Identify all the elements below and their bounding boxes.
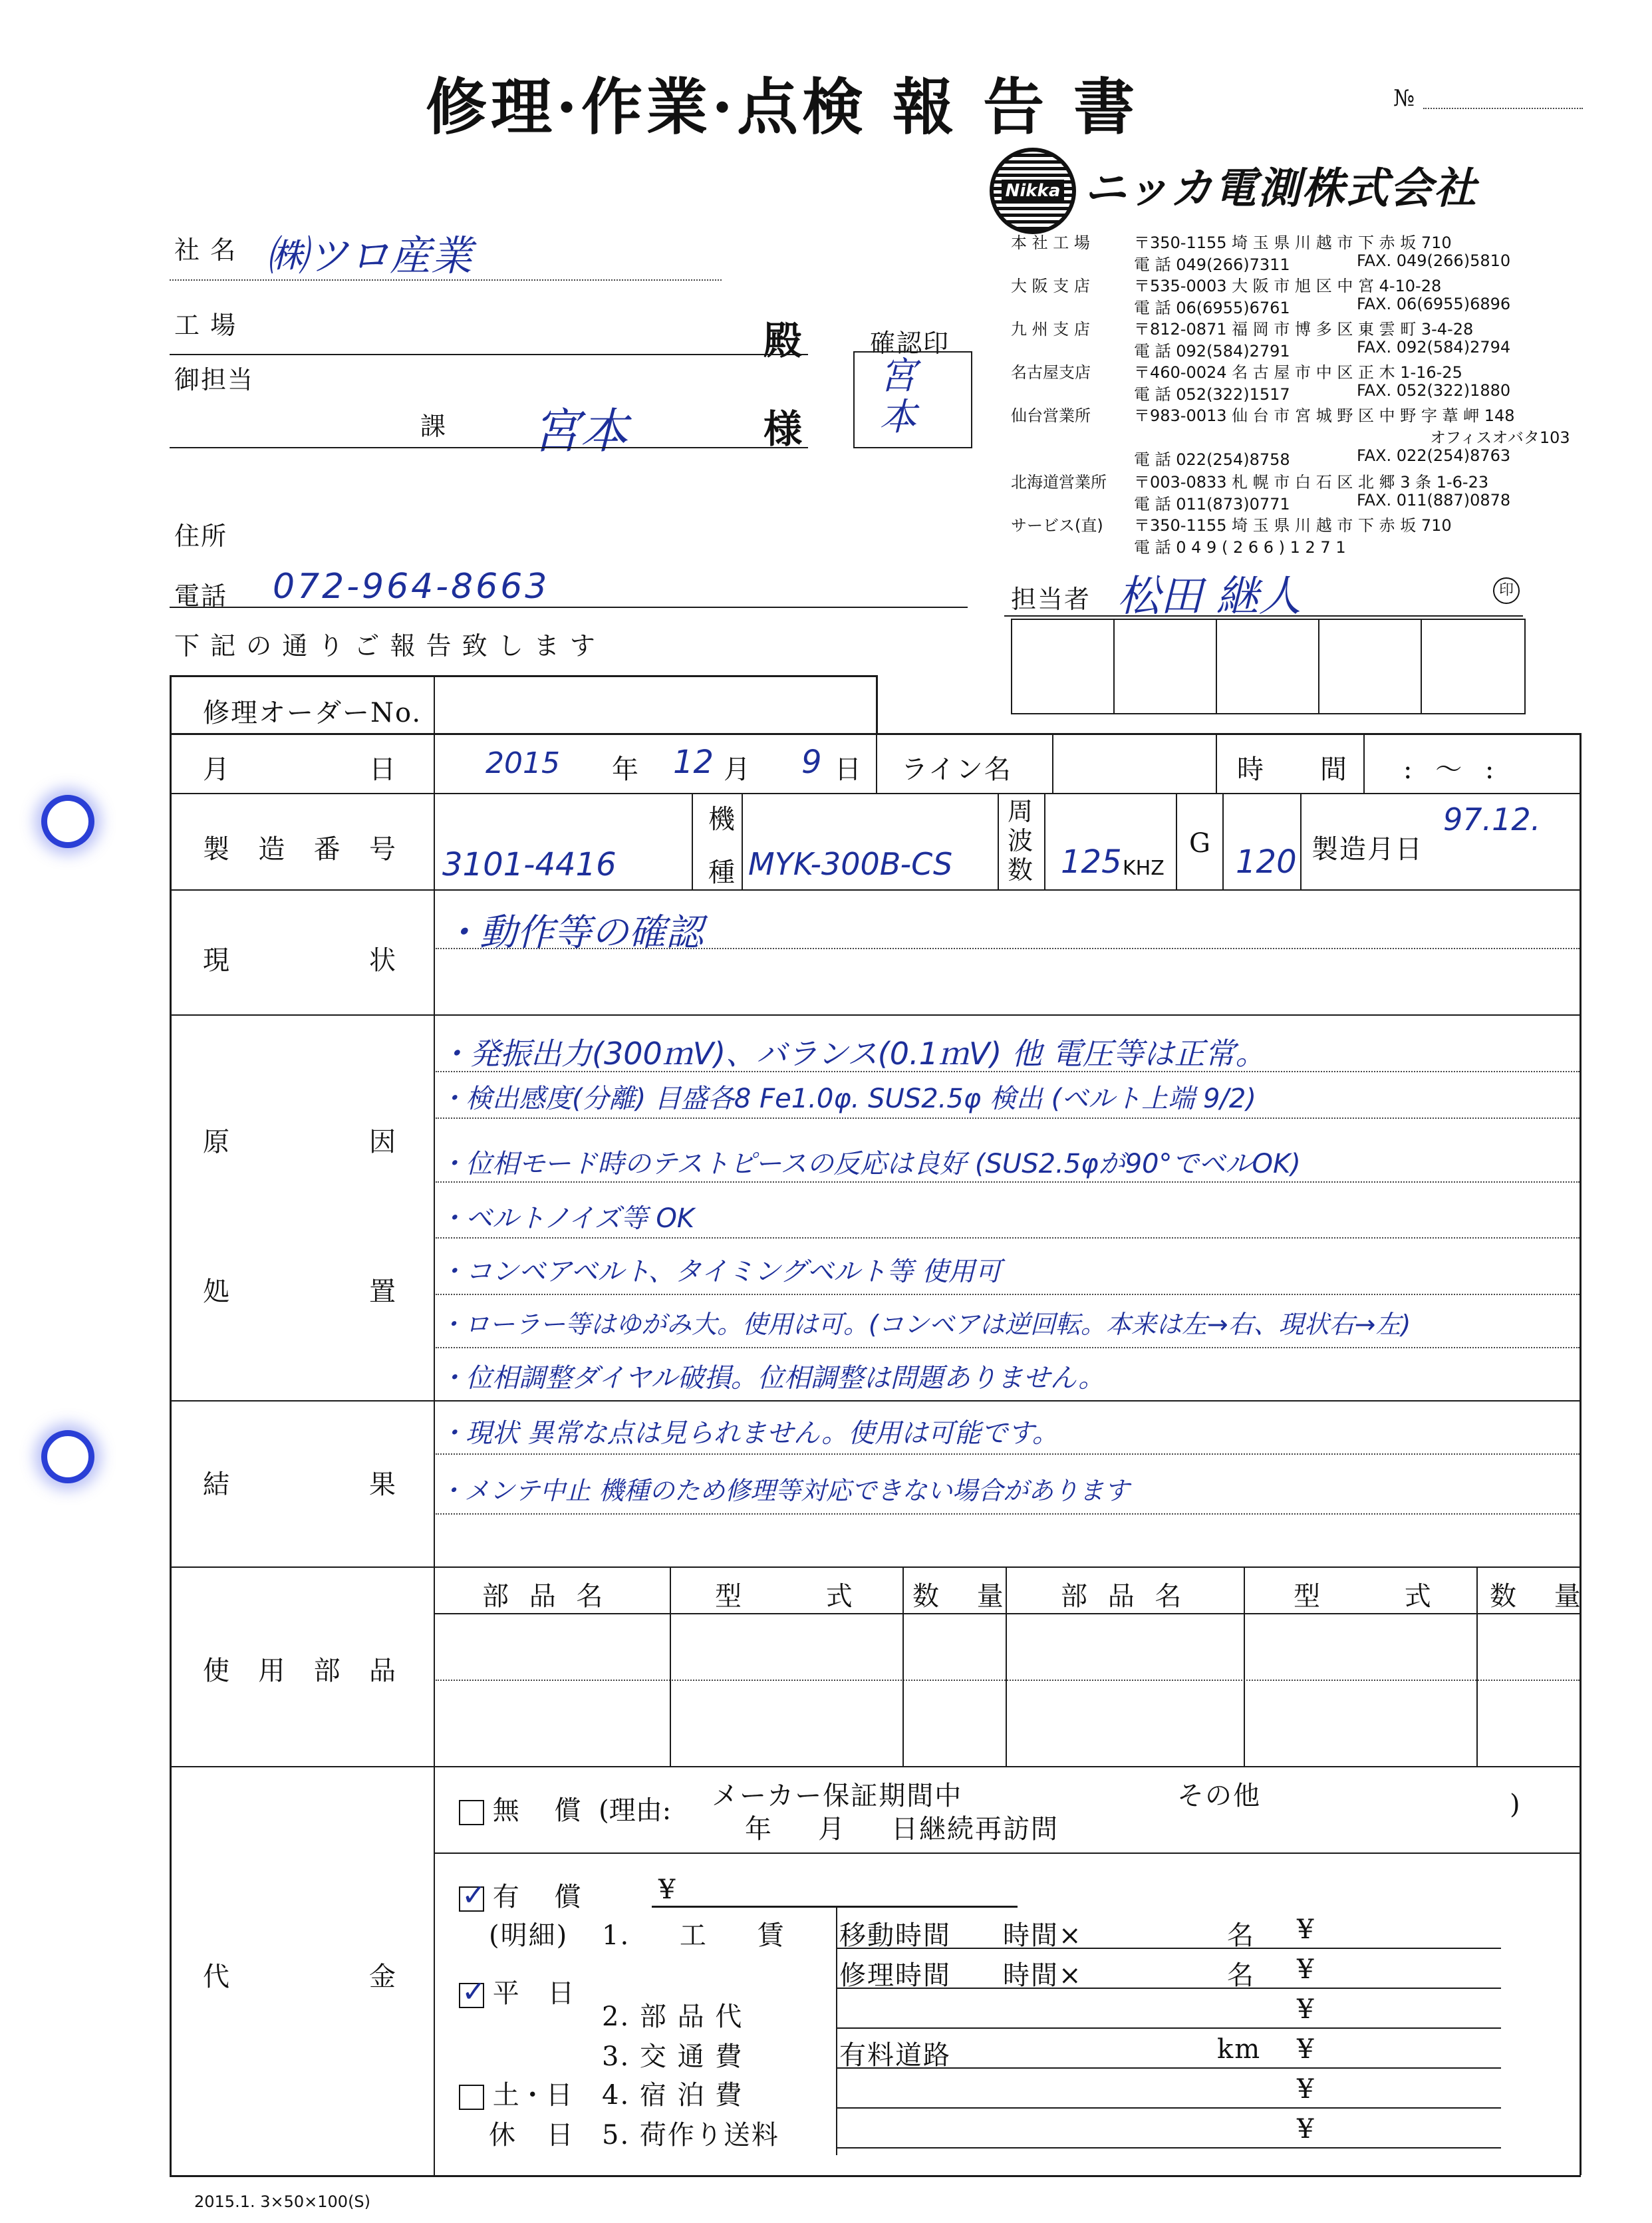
parts-header-name-1: 部 品 名 (482, 1581, 605, 1612)
seal-icon: 印 (1493, 577, 1520, 604)
cause-line: ・検出感度(分離) 目盛各8 Fe1.0φ. SUS2.5φ 検出 (ベルト上端 9/2) (439, 1084, 1256, 1114)
date-label: 月 日 (203, 754, 396, 785)
move-persons-label: 名 (1227, 1920, 1255, 1951)
freq-label: 周波数 (1008, 797, 1033, 885)
nikka-logo-text: Nikka (1002, 180, 1065, 202)
office-fax: FAX. 022(254)8763 (1357, 446, 1511, 465)
repair-persons-label: 名 (1227, 1960, 1255, 1991)
holiday-label-2: 休 日 (489, 2120, 575, 2150)
fee-label: 代 金 (203, 1962, 396, 1992)
reason-warranty: メーカー保証期間中 (712, 1781, 963, 1811)
company-line (170, 279, 722, 281)
office-address: 〒350-1155 埼 玉 県 川 越 市 下 赤 坂 710 (1134, 233, 1452, 252)
model-value: MYK-300B-CS (748, 846, 953, 882)
parts-label: 使 用 部 品 (203, 1656, 396, 1686)
move-hours-label: 時間× (1003, 1920, 1083, 1951)
line-label: ライン名 (901, 754, 1012, 785)
office-name: サービス(直) (1011, 516, 1103, 535)
model-label-top: 機 (708, 804, 736, 835)
model-label-bottom: 種 (708, 857, 736, 888)
mfg-label: 製造月日 (1311, 834, 1423, 865)
reason-other: その他 (1177, 1781, 1261, 1811)
table-right-border (1580, 733, 1582, 2175)
transport-yen: ¥ (1297, 2034, 1315, 2065)
tel-value: 072-964-8663 (273, 567, 550, 607)
reason-close: ) (1510, 1789, 1522, 1820)
office-name: 本 社 工 場 (1011, 233, 1090, 252)
factory-label: 工 場 (174, 311, 237, 340)
free-label: 無 償 (492, 1795, 581, 1826)
contact-label: 御担当 (174, 365, 255, 394)
staff-value: 松田 継人 (1117, 572, 1302, 621)
freq-value: 125 (1061, 843, 1122, 881)
serial-value: 3101-4416 (442, 846, 617, 883)
serial-label: 製 造 番 号 (203, 834, 396, 865)
day-unit: 日 (835, 754, 863, 785)
month-unit: 月 (724, 754, 752, 785)
office-tel: 電 話 06(6955)6761 (1134, 299, 1290, 317)
move-time-label: 移動時間 (839, 1920, 951, 1951)
office-tel: 電 話 011(873)0771 (1134, 495, 1290, 514)
confirm-stamp: 宮本 (879, 355, 916, 439)
office-address: 〒812-0871 福 岡 市 博 多 区 東 雲 町 3-4-28 (1134, 320, 1474, 339)
cause-label: 原 因 (203, 1127, 396, 1157)
move-yen: ¥ (1297, 1914, 1315, 1945)
free-checkbox[interactable] (459, 1800, 484, 1825)
footer-print-code: 2015.1. 3×50×100(S) (194, 2192, 371, 2211)
office-name: 名古屋支店 (1011, 363, 1091, 382)
office-address: 〒535-0003 大 阪 市 旭 区 中 宮 4-10-28 (1134, 277, 1442, 295)
weekday-label: 平 日 (492, 1978, 575, 2009)
fee-item-lodging: 4. 宿 泊 費 (602, 2080, 744, 2111)
cause-line: ・位相調整ダイヤル破損。位相調整は問題ありません。 (439, 1363, 1105, 1394)
section-label: 課 (420, 412, 448, 441)
fee-item-transport: 3. 交 通 費 (602, 2041, 744, 2072)
staff-line (1004, 615, 1523, 617)
person-value: 宮本 (532, 403, 628, 459)
fee-item-labor: 1. 工 賃 (602, 1920, 785, 1951)
km-label: km (1217, 2034, 1262, 2065)
g-label: G (1189, 828, 1212, 859)
packing-yen: ¥ (1297, 2114, 1315, 2145)
status-line-1: ・動作等の確認 (442, 911, 703, 955)
office-address: 〒983-0013 仙 台 市 宮 城 野 区 中 野 字 葦 岬 148 (1134, 406, 1515, 425)
cause-line: ・コンベアベルト、タイミングベルト等 使用可 (439, 1257, 1002, 1287)
free-row (459, 1789, 671, 1827)
number-line (1423, 108, 1583, 109)
paid-row (459, 1876, 581, 1914)
company-value: ㈱ツロ産業 (266, 231, 473, 280)
result-label: 結 果 (203, 1469, 396, 1500)
parts-header-qty-1: 数 量 (912, 1581, 1005, 1612)
freq-unit: KHZ (1123, 857, 1165, 880)
cause-line: ・位相モード時のテストピースの反応は良好 (SUS2.5φが90°でベルOK) (439, 1149, 1301, 1179)
order-label: 修理オーダーNo. (203, 698, 422, 728)
holiday-row (459, 2074, 573, 2112)
tel-line (170, 607, 968, 608)
contact-line (170, 447, 808, 448)
cause-line: ・ベルトノイズ等 OK (439, 1203, 695, 1234)
office-tel: 電 話 092(584)2791 (1134, 342, 1290, 361)
repair-hours-label: 時間× (1003, 1960, 1083, 1991)
status-label: 現 状 (203, 945, 396, 976)
parts-yen: ¥ (1297, 1994, 1315, 2025)
paid-yen: ¥ (658, 1874, 677, 1905)
reason-month: 月 (818, 1814, 846, 1845)
office-fax: FAX. 011(887)0878 (1357, 491, 1511, 510)
weekday-row (459, 1972, 574, 2010)
office-fax: FAX. 092(584)2794 (1357, 338, 1511, 357)
year-unit: 年 (612, 754, 640, 785)
office-address: 〒460-0024 名 古 屋 市 中 区 正 木 1-16-25 (1134, 363, 1462, 382)
time-label: 時 間 (1237, 754, 1347, 785)
date-year: 2015 (485, 746, 560, 780)
office-address: 〒350-1155 埼 玉 県 川 越 市 下 赤 坂 710 (1134, 516, 1452, 535)
office-address-2: オフィスオバタ103 (1430, 428, 1570, 447)
treatment-label: 処 置 (203, 1276, 396, 1307)
sama-label: 様 (763, 406, 804, 452)
parts-header-qty-2: 数 量 (1490, 1581, 1582, 1612)
reason-year: 年 (745, 1814, 773, 1845)
office-fax: FAX. 052(322)1880 (1357, 381, 1511, 400)
reason-label: (理由: (599, 1795, 672, 1826)
parts-header-type-2: 型 式 (1294, 1581, 1433, 1612)
office-name: 北海道営業所 (1011, 473, 1107, 492)
repair-time-label: 修理時間 (839, 1960, 951, 1991)
company-label: 社 名 (174, 235, 237, 265)
lodging-yen: ¥ (1297, 2074, 1315, 2105)
time-value: : 〜 : (1403, 754, 1496, 785)
nikka-logo (990, 148, 1076, 234)
cause-line: ・ローラー等はゆがみ大。使用は可。(コンベアは逆回転。本来は左→右、現状右→左) (439, 1310, 1411, 1339)
office-fax: FAX. 049(266)5810 (1357, 251, 1511, 270)
page-title: 修理·作業·点検 報 告 書 (426, 71, 1139, 143)
confirm-label: 確認印 (870, 329, 950, 358)
office-tel: 電 話 022(254)8758 (1134, 450, 1290, 469)
office-fax: FAX. 06(6955)6896 (1357, 295, 1511, 313)
holiday-checkbox[interactable] (459, 2085, 484, 2110)
report-note: 下 記 の 通 り ご 報 告 致 し ま す (174, 631, 597, 661)
number-label: № (1393, 85, 1415, 112)
office-tel: 電 話 052(322)1517 (1134, 385, 1290, 404)
staff-label: 担当者 (1011, 585, 1091, 614)
dono-label: 殿 (763, 318, 804, 363)
paid-checkbox[interactable]: ✓ (459, 1886, 484, 1912)
reason-revisit: 日継続再訪問 (891, 1814, 1059, 1845)
office-name: 九 州 支 店 (1011, 320, 1090, 339)
address-label: 住所 (174, 521, 228, 551)
office-name: 大 阪 支 店 (1011, 277, 1090, 295)
company-name: ニッカ電測株式会社 (1084, 164, 1478, 214)
cause-line: ・発振出力(300ｍV)、バランス(0.1ｍV) 他 電圧等は正常。 (439, 1036, 1266, 1072)
result-line: ・現状 異常な点は見られません。使用は可能です。 (439, 1418, 1059, 1449)
punch-hole-top (41, 795, 94, 848)
date-day: 9 (801, 744, 822, 781)
paid-label: 有 償 (492, 1882, 581, 1912)
repair-yen: ¥ (1297, 1954, 1315, 1985)
staff-stamp-boxes (1011, 619, 1526, 714)
parts-header-name-2: 部 品 名 (1061, 1581, 1183, 1612)
fee-item-parts: 2. 部 品 代 (602, 2001, 744, 2032)
fee-item-packing: 5. 荷作り送料 (602, 2120, 779, 2150)
office-address: 〒003-0833 札 幌 市 白 石 区 北 郷 3 条 1-6-23 (1134, 473, 1489, 492)
mfg-value: 97.12. (1443, 802, 1541, 837)
factory-line (170, 354, 808, 355)
holiday-label: 土・日 (492, 2080, 573, 2111)
parts-header-type-1: 型 式 (715, 1581, 854, 1612)
toll-label: 有料道路 (839, 2040, 951, 2071)
table-left-border (170, 675, 172, 2175)
result-line: ・メンテ中止 機種のため修理等対応できない場合があります (439, 1476, 1130, 1505)
office-tel: 電 話 0 4 9 ( 2 6 6 ) 1 2 7 1 (1134, 538, 1346, 557)
weekday-checkbox[interactable]: ✓ (459, 1983, 484, 2008)
punch-hole-bottom (41, 1430, 94, 1483)
g-value: 120 (1236, 843, 1297, 881)
tel-label: 電話 (174, 581, 228, 611)
office-tel: 電 話 049(266)7311 (1134, 255, 1290, 274)
detail-label: (明細) (489, 1920, 569, 1951)
paid-amount-line (652, 1906, 1018, 1908)
date-month: 12 (673, 744, 714, 781)
office-name: 仙台営業所 (1011, 406, 1091, 425)
